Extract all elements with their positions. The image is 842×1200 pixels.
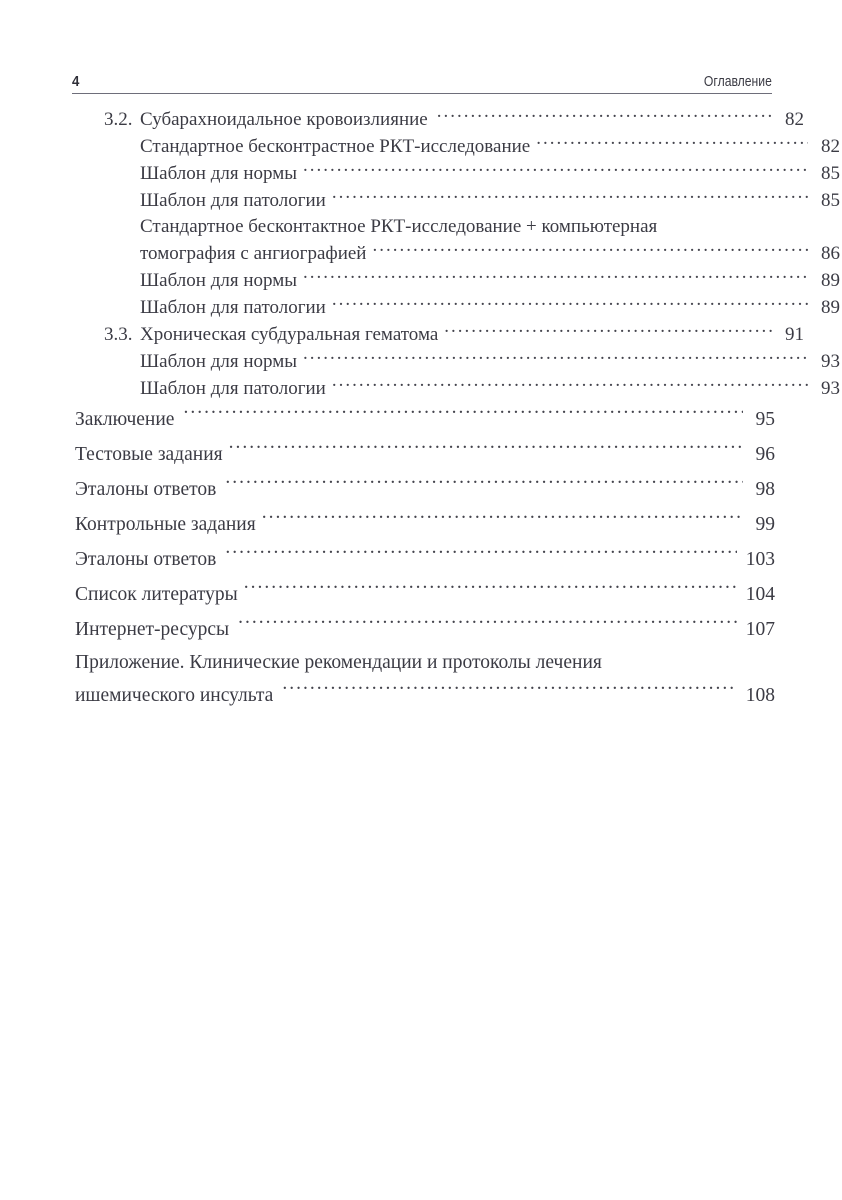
toc-entry-page-number: 95	[755, 409, 775, 430]
toc-dot-leader	[225, 546, 737, 566]
toc-dot-leader	[437, 106, 772, 125]
toc-dot-leader	[183, 406, 743, 426]
table-of-contents	[72, 106, 840, 713]
toc-entry-label-continued: томография с ангиографией	[140, 243, 367, 264]
toc-dot-leader	[303, 160, 808, 179]
toc-entry-label: Интернет-ресурсы	[75, 619, 230, 640]
toc-entry-page-number: 104	[745, 584, 775, 605]
toc-entry[interactable]	[72, 133, 840, 160]
toc-entry-page-number: 89	[821, 297, 840, 318]
toc-entry-page-number: 91	[785, 324, 804, 345]
toc-dot-leader	[229, 441, 743, 461]
toc-entry-page-number: 85	[821, 190, 840, 211]
toc-entry-page-number: 98	[755, 479, 775, 500]
toc-entry-page-number: 82	[821, 136, 840, 157]
toc-dot-leader	[303, 348, 808, 367]
toc-entry[interactable]	[72, 321, 804, 348]
toc-entry-number: 3.2.	[104, 109, 133, 130]
toc-entry[interactable]	[72, 106, 804, 133]
toc-dot-leader	[225, 476, 743, 496]
toc-entry-number: 3.3.	[104, 324, 133, 345]
toc-dot-leader	[332, 294, 808, 313]
toc-entry-page-number: 103	[745, 549, 775, 570]
toc-entry-page-number: 108	[745, 685, 775, 706]
toc-entry[interactable]	[72, 647, 775, 713]
toc-entry[interactable]	[72, 160, 840, 187]
toc-entry[interactable]	[72, 542, 775, 577]
toc-entry[interactable]	[72, 402, 775, 437]
toc-entry-label: Тестовые задания	[75, 444, 223, 465]
running-head-title: Оглавление	[704, 74, 772, 90]
toc-entry-label: Стандартное бесконтактное РКТ-исследование + компьютерная	[140, 216, 658, 237]
toc-entry-page-number: 96	[755, 444, 775, 465]
toc-dot-leader	[238, 616, 737, 636]
toc-dot-leader	[303, 267, 808, 286]
toc-entry-page-number: 85	[821, 163, 840, 184]
running-head	[72, 64, 772, 90]
toc-entry-label-continued: ишемического инсульта	[75, 685, 274, 706]
toc-entry-label: Список литературы	[75, 584, 238, 605]
toc-entry-page-number: 99	[755, 514, 775, 535]
toc-entry-page-number: 82	[785, 109, 804, 130]
toc-dot-leader	[332, 375, 808, 394]
toc-entry-label: Контрольные задания	[75, 514, 256, 535]
toc-entry[interactable]	[72, 187, 840, 214]
toc-entry[interactable]	[72, 612, 775, 647]
toc-entry-page-number: 107	[745, 619, 775, 640]
toc-dot-leader	[332, 187, 808, 206]
toc-entry-label: Шаблон для нормы	[140, 163, 298, 184]
toc-entry-label: Заключение	[75, 409, 175, 430]
toc-entry-label: Хроническая субдуральная гематома	[140, 324, 439, 345]
toc-entry-label: Эталоны ответов	[75, 479, 217, 500]
toc-entry-page-number: 89	[821, 270, 840, 291]
toc-entry[interactable]	[72, 294, 840, 321]
toc-dot-leader	[444, 321, 772, 340]
toc-entry-label: Эталоны ответов	[75, 549, 217, 570]
toc-dot-leader	[536, 133, 808, 152]
toc-dot-leader	[262, 511, 743, 531]
header-rule-divider	[72, 93, 772, 94]
toc-dot-leader	[282, 682, 737, 702]
toc-entry[interactable]	[72, 348, 840, 375]
toc-entry[interactable]	[72, 214, 840, 267]
toc-entry[interactable]	[72, 437, 775, 472]
toc-entry-label: Субарахноидальное кровоизлияние	[140, 109, 428, 130]
toc-entry-label: Приложение. Клинические рекомендации и протоколы лечения	[75, 652, 602, 673]
toc-entry-label: Шаблон для нормы	[140, 270, 298, 291]
toc-entry[interactable]	[72, 472, 775, 507]
toc-entry-label: Шаблон для патологии	[140, 190, 326, 211]
toc-entry-label: Шаблон для патологии	[140, 378, 326, 399]
toc-entry-label: Шаблон для нормы	[140, 351, 298, 372]
toc-entry-label: Стандартное бесконтрастное РКТ-исследование	[140, 136, 531, 157]
toc-entry-page-number: 93	[821, 351, 840, 372]
toc-entry[interactable]	[72, 577, 775, 612]
toc-dot-leader	[244, 581, 737, 601]
toc-entry-page-number: 86	[821, 243, 840, 264]
toc-entry-label: Шаблон для патологии	[140, 297, 326, 318]
toc-entry[interactable]	[72, 507, 775, 542]
toc-entry[interactable]	[72, 375, 840, 402]
page-number-folio: 4	[72, 73, 80, 90]
toc-entry-page-number: 93	[821, 378, 840, 399]
toc-dot-leader	[372, 240, 808, 259]
toc-entry[interactable]	[72, 267, 840, 294]
